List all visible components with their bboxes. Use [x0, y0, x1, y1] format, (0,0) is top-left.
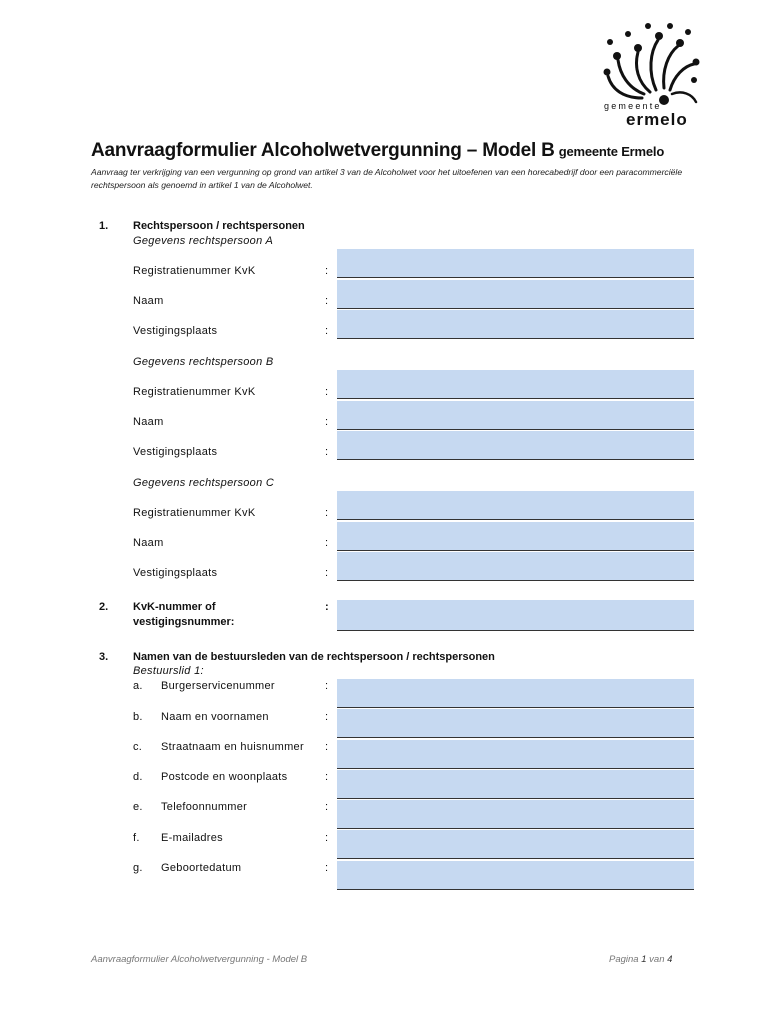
page-mid: van — [646, 954, 668, 965]
colon: : — [325, 862, 329, 874]
section-2-label-line2: vestigingsnummer: — [133, 616, 235, 628]
section-3-number: 3. — [99, 651, 109, 663]
person-c-kvk-label: Registratienummer KvK — [133, 507, 256, 519]
colon: : — [325, 832, 329, 844]
colon: : — [325, 567, 329, 579]
item-b-letter: b. — [133, 711, 143, 723]
straat-huisnummer-label: Straatnaam en huisnummer — [161, 741, 304, 753]
bsn-input[interactable] — [337, 679, 694, 708]
title-main: Aanvraagformulier Alcoholwetvergunning – Model B — [91, 140, 555, 161]
geboortedatum-label: Geboortedatum — [161, 862, 242, 874]
bestuurslid-1-title: Bestuurslid 1: — [133, 665, 204, 677]
section-3-heading: Namen van de bestuursleden van de rechtspersoon / rechtspersonen — [133, 651, 495, 663]
item-e-letter: e. — [133, 801, 143, 813]
person-a-vestigingsplaats-input[interactable] — [337, 310, 694, 339]
colon: : — [325, 386, 329, 398]
section-1-heading: Rechtspersoon / rechtspersonen — [133, 220, 305, 232]
colon: : — [325, 680, 329, 692]
colon: : — [325, 741, 329, 753]
person-b-kvk-input[interactable] — [337, 370, 694, 399]
telefoonnummer-label: Telefoonnummer — [161, 801, 248, 813]
colon: : — [325, 801, 329, 813]
geboortedatum-input[interactable] — [337, 861, 694, 890]
colon: : — [325, 711, 329, 723]
person-c-vestigingsplaats-label: Vestigingsplaats — [133, 567, 218, 579]
colon: : — [325, 771, 329, 783]
page-total: 4 — [667, 954, 673, 965]
item-c-letter: c. — [133, 741, 143, 753]
colon: : — [325, 601, 329, 613]
colon: : — [325, 416, 329, 428]
person-b-naam-label: Naam — [133, 416, 164, 428]
person-b-title: Gegevens rechtspersoon B — [133, 356, 274, 368]
person-c-naam-label: Naam — [133, 537, 164, 549]
section-1-number: 1. — [99, 220, 109, 232]
postcode-woonplaats-input[interactable] — [337, 770, 694, 799]
colon: : — [325, 295, 329, 307]
intro-text: Aanvraag ter verkrijging van een vergunning op grond van artikel 3 van de Alcoholwet voor het uitoefenen van een horecabedrijf door een paracommerciële rechtspersoon als genoemd in artikel 1 van de Alcoholwet. — [91, 167, 683, 190]
person-a-kvk-input[interactable] — [337, 249, 694, 278]
straat-huisnummer-input[interactable] — [337, 740, 694, 769]
person-a-title: Gegevens rechtspersoon A — [133, 235, 274, 247]
person-c-kvk-input[interactable] — [337, 491, 694, 520]
person-a-naam-input[interactable] — [337, 280, 694, 309]
page-prefix: Pagina — [609, 954, 642, 965]
person-b-vestigingsplaats-label: Vestigingsplaats — [133, 446, 218, 458]
naam-voornamen-label: Naam en voornamen — [161, 711, 269, 723]
svg-text:gemeente: gemeente — [604, 101, 662, 111]
colon: : — [325, 265, 329, 277]
person-b-vestigingsplaats-input[interactable] — [337, 431, 694, 460]
naam-voornamen-input[interactable] — [337, 709, 694, 738]
colon: : — [325, 537, 329, 549]
person-c-title: Gegevens rechtspersoon C — [133, 477, 275, 489]
item-d-letter: d. — [133, 771, 143, 783]
person-a-kvk-label: Registratienummer KvK — [133, 265, 256, 277]
page-current: 1 — [641, 954, 647, 965]
title-municipality: gemeente Ermelo — [558, 144, 665, 159]
postcode-woonplaats-label: Postcode en woonplaats — [161, 771, 288, 783]
bsn-label: Burgerservicenummer — [161, 680, 275, 692]
person-c-naam-input[interactable] — [337, 522, 694, 551]
gemeente-ermelo-logo — [598, 12, 702, 128]
kvk-vestigingsnummer-input[interactable] — [337, 600, 694, 631]
colon: : — [325, 446, 329, 458]
footer-document-title: Aanvraagformulier Alcoholwetvergunning - Model B — [91, 954, 308, 965]
section-2-label-line1: KvK-nummer of — [133, 601, 216, 613]
emailadres-label: E-mailadres — [161, 832, 223, 844]
person-c-vestigingsplaats-input[interactable] — [337, 552, 694, 581]
item-a-letter: a. — [133, 680, 143, 692]
person-b-naam-input[interactable] — [337, 401, 694, 430]
footer-page-number — [609, 954, 672, 965]
section-2-number: 2. — [99, 601, 109, 613]
page-title — [91, 140, 664, 162]
emailadres-input[interactable] — [337, 830, 694, 859]
svg-text:ermelo: ermelo — [626, 110, 688, 128]
telefoonnummer-input[interactable] — [337, 800, 694, 829]
person-a-naam-label: Naam — [133, 295, 164, 307]
item-g-letter: g. — [133, 862, 143, 874]
person-a-vestigingsplaats-label: Vestigingsplaats — [133, 325, 218, 337]
colon: : — [325, 325, 329, 337]
peacock-icon — [598, 12, 702, 128]
colon: : — [325, 507, 329, 519]
person-b-kvk-label: Registratienummer KvK — [133, 386, 256, 398]
item-f-letter: f. — [133, 832, 140, 844]
